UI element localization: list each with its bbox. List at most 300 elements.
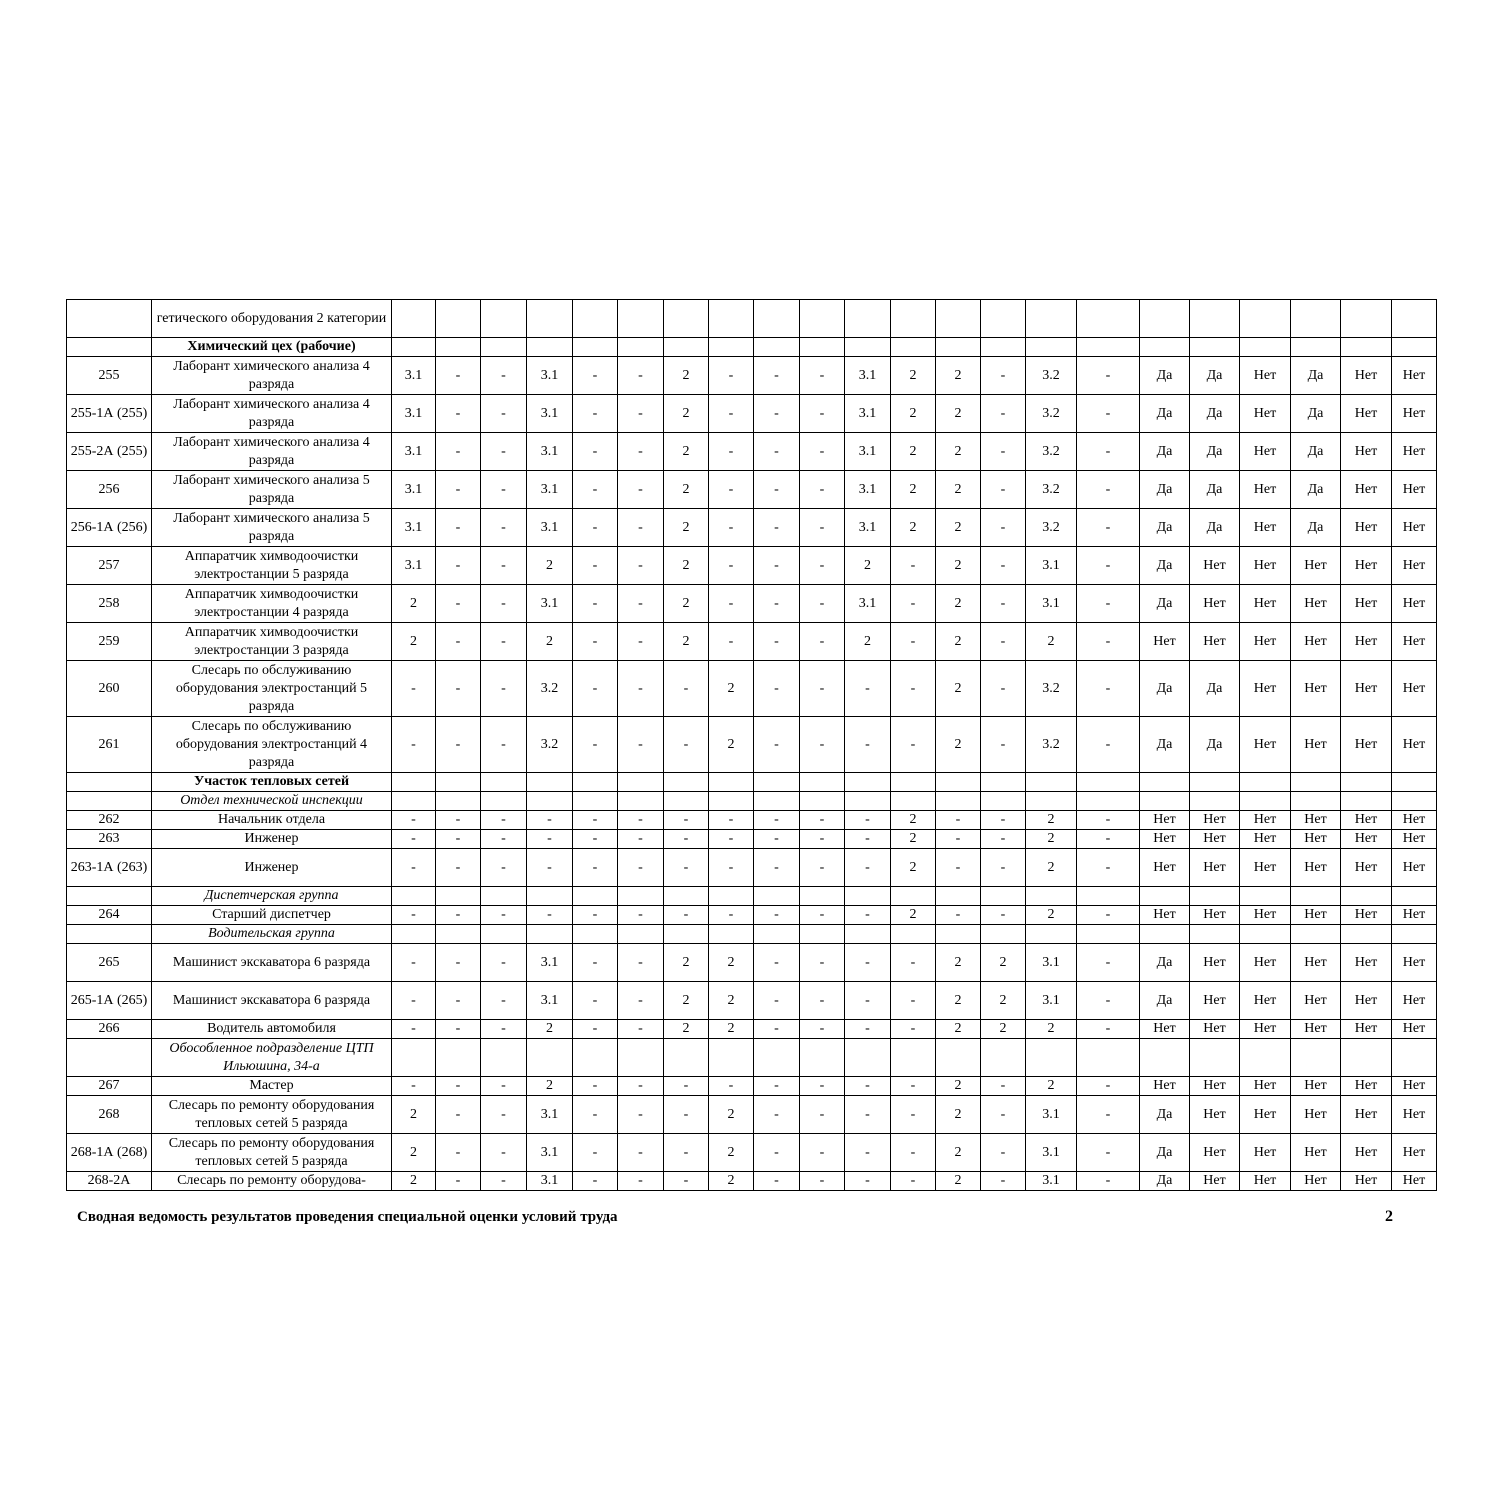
value-cell bbox=[573, 925, 618, 944]
value-cell: 3.1 bbox=[1026, 547, 1077, 585]
value-cell bbox=[845, 925, 891, 944]
value-cell: Нет bbox=[1291, 1134, 1341, 1172]
value-cell bbox=[1140, 887, 1190, 906]
value-cell: - bbox=[845, 811, 891, 830]
row-id-cell: 265-1А (265) bbox=[67, 982, 152, 1020]
value-cell: 2 bbox=[709, 1172, 754, 1191]
value-cell bbox=[800, 338, 845, 357]
value-cell: - bbox=[1077, 906, 1140, 925]
value-cell: Нет bbox=[1140, 906, 1190, 925]
value-cell: 3.2 bbox=[1026, 661, 1077, 717]
value-cell bbox=[754, 887, 800, 906]
value-cell bbox=[709, 1039, 754, 1077]
row-id-cell bbox=[67, 1039, 152, 1077]
value-cell: 2 bbox=[392, 1172, 436, 1191]
value-cell: Нет bbox=[1291, 623, 1341, 661]
value-cell: - bbox=[800, 944, 845, 982]
value-cell: - bbox=[1077, 1134, 1140, 1172]
position-name-cell: Начальник отдела bbox=[152, 811, 392, 830]
value-cell: - bbox=[618, 433, 664, 471]
value-cell: - bbox=[891, 717, 936, 773]
value-cell: Да bbox=[1291, 433, 1341, 471]
value-cell: 2 bbox=[891, 811, 936, 830]
value-cell: Нет bbox=[1240, 661, 1291, 717]
value-cell bbox=[436, 773, 481, 792]
row-id-cell: 259 bbox=[67, 623, 152, 661]
value-cell: - bbox=[845, 1020, 891, 1039]
value-cell: - bbox=[981, 1134, 1026, 1172]
value-cell: - bbox=[981, 509, 1026, 547]
position-name-cell: Водительская группа bbox=[152, 925, 392, 944]
value-cell: - bbox=[981, 661, 1026, 717]
table-row bbox=[67, 982, 1437, 1020]
value-cell bbox=[573, 887, 618, 906]
value-cell: - bbox=[618, 585, 664, 623]
value-cell: Нет bbox=[1190, 944, 1240, 982]
value-cell: Нет bbox=[1240, 509, 1291, 547]
value-cell: Нет bbox=[1392, 547, 1437, 585]
value-cell: - bbox=[845, 944, 891, 982]
value-cell: - bbox=[754, 433, 800, 471]
value-cell bbox=[754, 792, 800, 811]
table-row bbox=[67, 338, 1437, 357]
value-cell: - bbox=[800, 982, 845, 1020]
value-cell bbox=[1190, 887, 1240, 906]
value-cell: 2 bbox=[1026, 1077, 1077, 1096]
value-cell bbox=[436, 925, 481, 944]
table-row bbox=[67, 773, 1437, 792]
value-cell: - bbox=[618, 471, 664, 509]
value-cell: 3.2 bbox=[1026, 433, 1077, 471]
value-cell: 2 bbox=[1026, 906, 1077, 925]
value-cell bbox=[1140, 925, 1190, 944]
value-cell: - bbox=[436, 509, 481, 547]
value-cell: - bbox=[392, 849, 436, 887]
row-id-cell: 255 bbox=[67, 357, 152, 395]
value-cell: 2 bbox=[664, 547, 709, 585]
value-cell: - bbox=[436, 1096, 481, 1134]
value-cell bbox=[1341, 300, 1392, 338]
value-cell bbox=[573, 1039, 618, 1077]
value-cell: Нет bbox=[1190, 1134, 1240, 1172]
value-cell bbox=[1291, 773, 1341, 792]
value-cell bbox=[618, 792, 664, 811]
value-cell: Нет bbox=[1240, 547, 1291, 585]
value-cell: - bbox=[618, 830, 664, 849]
value-cell: 3.2 bbox=[1026, 717, 1077, 773]
value-cell bbox=[527, 792, 573, 811]
value-cell: 2 bbox=[936, 717, 981, 773]
value-cell: Нет bbox=[1291, 1096, 1341, 1134]
position-name-cell: Слесарь по ремонту оборудования тепловых сетей 5 разряда bbox=[152, 1096, 392, 1134]
value-cell bbox=[1392, 338, 1437, 357]
value-cell: - bbox=[481, 830, 527, 849]
value-cell: - bbox=[618, 1020, 664, 1039]
value-cell: Нет bbox=[1341, 509, 1392, 547]
value-cell: 2 bbox=[936, 982, 981, 1020]
value-cell bbox=[981, 300, 1026, 338]
row-id-cell: 266 bbox=[67, 1020, 152, 1039]
value-cell bbox=[392, 792, 436, 811]
value-cell: - bbox=[845, 830, 891, 849]
value-cell: - bbox=[709, 433, 754, 471]
value-cell: - bbox=[891, 661, 936, 717]
value-cell: 3.1 bbox=[527, 1096, 573, 1134]
value-cell: Да bbox=[1140, 1096, 1190, 1134]
value-cell: Да bbox=[1140, 585, 1190, 623]
value-cell bbox=[845, 1039, 891, 1077]
table-row bbox=[67, 1039, 1437, 1077]
value-cell: 2 bbox=[1026, 623, 1077, 661]
value-cell: - bbox=[1077, 509, 1140, 547]
value-cell: - bbox=[936, 811, 981, 830]
value-cell: 2 bbox=[936, 395, 981, 433]
value-cell bbox=[1291, 338, 1341, 357]
value-cell bbox=[936, 773, 981, 792]
value-cell bbox=[1190, 773, 1240, 792]
value-cell: Да bbox=[1140, 982, 1190, 1020]
value-cell: - bbox=[436, 982, 481, 1020]
value-cell: Нет bbox=[1392, 585, 1437, 623]
value-cell bbox=[1392, 887, 1437, 906]
value-cell: - bbox=[891, 547, 936, 585]
value-cell: - bbox=[754, 623, 800, 661]
value-cell: - bbox=[981, 811, 1026, 830]
value-cell: - bbox=[754, 1134, 800, 1172]
value-cell bbox=[845, 887, 891, 906]
value-cell bbox=[1140, 1039, 1190, 1077]
value-cell bbox=[754, 300, 800, 338]
value-cell bbox=[1077, 300, 1140, 338]
value-cell: 3.1 bbox=[1026, 585, 1077, 623]
value-cell: - bbox=[754, 944, 800, 982]
value-cell: - bbox=[436, 661, 481, 717]
value-cell: - bbox=[573, 661, 618, 717]
value-cell: - bbox=[392, 661, 436, 717]
value-cell bbox=[573, 773, 618, 792]
value-cell: 3.1 bbox=[845, 471, 891, 509]
value-cell: - bbox=[436, 395, 481, 433]
table-row bbox=[67, 717, 1437, 773]
value-cell: - bbox=[754, 811, 800, 830]
value-cell bbox=[1341, 925, 1392, 944]
value-cell: Нет bbox=[1291, 661, 1341, 717]
value-cell: 2 bbox=[891, 830, 936, 849]
value-cell: Нет bbox=[1240, 623, 1291, 661]
value-cell: - bbox=[754, 717, 800, 773]
value-cell: Нет bbox=[1392, 717, 1437, 773]
value-cell: - bbox=[709, 395, 754, 433]
value-cell bbox=[664, 1039, 709, 1077]
position-name-cell: Старший диспетчер bbox=[152, 906, 392, 925]
value-cell: Да bbox=[1140, 433, 1190, 471]
value-cell: - bbox=[481, 1172, 527, 1191]
value-cell bbox=[1291, 300, 1341, 338]
value-cell bbox=[1341, 792, 1392, 811]
value-cell: - bbox=[664, 811, 709, 830]
value-cell: - bbox=[436, 717, 481, 773]
value-cell bbox=[664, 300, 709, 338]
value-cell bbox=[754, 773, 800, 792]
value-cell: 3.1 bbox=[1026, 982, 1077, 1020]
value-cell bbox=[709, 773, 754, 792]
value-cell: - bbox=[1077, 811, 1140, 830]
value-cell: - bbox=[800, 906, 845, 925]
row-id-cell: 265 bbox=[67, 944, 152, 982]
value-cell bbox=[936, 1039, 981, 1077]
value-cell bbox=[664, 338, 709, 357]
table-row bbox=[67, 547, 1437, 585]
value-cell: - bbox=[392, 717, 436, 773]
value-cell: - bbox=[573, 471, 618, 509]
value-cell bbox=[573, 338, 618, 357]
value-cell bbox=[481, 773, 527, 792]
row-id-cell bbox=[67, 773, 152, 792]
value-cell: 3.1 bbox=[392, 509, 436, 547]
value-cell bbox=[891, 773, 936, 792]
value-cell: - bbox=[481, 906, 527, 925]
value-cell: - bbox=[618, 623, 664, 661]
value-cell bbox=[1077, 773, 1140, 792]
value-cell bbox=[1140, 792, 1190, 811]
value-cell bbox=[800, 925, 845, 944]
value-cell: Да bbox=[1140, 395, 1190, 433]
value-cell: 3.1 bbox=[527, 357, 573, 395]
position-name-cell: Слесарь по ремонту оборудова- bbox=[152, 1172, 392, 1191]
value-cell: - bbox=[481, 1096, 527, 1134]
value-cell: 2 bbox=[891, 357, 936, 395]
value-cell bbox=[1392, 925, 1437, 944]
value-cell: 3.1 bbox=[527, 471, 573, 509]
value-cell: 2 bbox=[709, 982, 754, 1020]
value-cell: - bbox=[800, 357, 845, 395]
value-cell: 2 bbox=[936, 944, 981, 982]
value-cell: - bbox=[981, 717, 1026, 773]
value-cell: Нет bbox=[1392, 1134, 1437, 1172]
value-cell bbox=[481, 887, 527, 906]
value-cell: - bbox=[754, 1096, 800, 1134]
value-cell: Нет bbox=[1392, 944, 1437, 982]
value-cell bbox=[392, 338, 436, 357]
value-cell bbox=[527, 1039, 573, 1077]
value-cell bbox=[936, 792, 981, 811]
value-cell: Нет bbox=[1341, 717, 1392, 773]
value-cell bbox=[709, 925, 754, 944]
value-cell bbox=[709, 300, 754, 338]
value-cell bbox=[618, 338, 664, 357]
row-id-cell: 255-2А (255) bbox=[67, 433, 152, 471]
row-id-cell bbox=[67, 792, 152, 811]
row-id-cell: 262 bbox=[67, 811, 152, 830]
value-cell: - bbox=[800, 661, 845, 717]
value-cell: Нет bbox=[1392, 661, 1437, 717]
value-cell: 3.1 bbox=[845, 509, 891, 547]
value-cell: - bbox=[800, 623, 845, 661]
value-cell bbox=[936, 338, 981, 357]
value-cell: 3.1 bbox=[392, 357, 436, 395]
value-cell: 3.1 bbox=[392, 433, 436, 471]
value-cell: - bbox=[527, 811, 573, 830]
value-cell: - bbox=[800, 433, 845, 471]
value-cell bbox=[664, 773, 709, 792]
value-cell: Нет bbox=[1392, 1077, 1437, 1096]
value-cell: - bbox=[481, 585, 527, 623]
value-cell bbox=[981, 1039, 1026, 1077]
value-cell bbox=[1291, 887, 1341, 906]
value-cell: - bbox=[891, 982, 936, 1020]
value-cell: Нет bbox=[1392, 471, 1437, 509]
value-cell bbox=[845, 773, 891, 792]
value-cell: - bbox=[664, 849, 709, 887]
value-cell: 2 bbox=[936, 1077, 981, 1096]
value-cell bbox=[754, 925, 800, 944]
value-cell bbox=[1026, 792, 1077, 811]
value-cell bbox=[936, 925, 981, 944]
value-cell: - bbox=[618, 906, 664, 925]
value-cell bbox=[754, 338, 800, 357]
value-cell: - bbox=[392, 1020, 436, 1039]
table-row bbox=[67, 1096, 1437, 1134]
value-cell: - bbox=[981, 395, 1026, 433]
value-cell: - bbox=[1077, 623, 1140, 661]
value-cell: - bbox=[1077, 471, 1140, 509]
value-cell: Нет bbox=[1190, 1077, 1240, 1096]
value-cell: - bbox=[981, 906, 1026, 925]
value-cell: - bbox=[891, 585, 936, 623]
value-cell: - bbox=[1077, 830, 1140, 849]
value-cell: - bbox=[709, 906, 754, 925]
value-cell: 3.1 bbox=[527, 944, 573, 982]
value-cell: - bbox=[1077, 982, 1140, 1020]
value-cell: - bbox=[1077, 357, 1140, 395]
value-cell: 2 bbox=[527, 1077, 573, 1096]
table-row bbox=[67, 887, 1437, 906]
value-cell: 2 bbox=[392, 1096, 436, 1134]
value-cell bbox=[1026, 300, 1077, 338]
value-cell: 2 bbox=[936, 1134, 981, 1172]
value-cell bbox=[1140, 773, 1190, 792]
value-cell: - bbox=[481, 982, 527, 1020]
value-cell: Нет bbox=[1190, 830, 1240, 849]
value-cell: 3.2 bbox=[1026, 357, 1077, 395]
value-cell bbox=[1392, 792, 1437, 811]
value-cell: - bbox=[392, 830, 436, 849]
table-row bbox=[67, 1020, 1437, 1039]
value-cell bbox=[527, 887, 573, 906]
value-cell: - bbox=[845, 906, 891, 925]
value-cell: 2 bbox=[709, 1020, 754, 1039]
row-id-cell: 263 bbox=[67, 830, 152, 849]
value-cell: Нет bbox=[1240, 1172, 1291, 1191]
value-cell: Нет bbox=[1190, 547, 1240, 585]
value-cell: - bbox=[754, 982, 800, 1020]
value-cell: Нет bbox=[1240, 395, 1291, 433]
table-row bbox=[67, 661, 1437, 717]
value-cell: Нет bbox=[1140, 849, 1190, 887]
row-id-cell: 255-1А (255) bbox=[67, 395, 152, 433]
value-cell: Да bbox=[1140, 509, 1190, 547]
value-cell: - bbox=[981, 471, 1026, 509]
value-cell: - bbox=[618, 357, 664, 395]
value-cell: - bbox=[573, 433, 618, 471]
value-cell bbox=[981, 887, 1026, 906]
value-cell: 2 bbox=[664, 585, 709, 623]
value-cell: - bbox=[800, 1077, 845, 1096]
row-id-cell: 264 bbox=[67, 906, 152, 925]
value-cell: - bbox=[436, 849, 481, 887]
value-cell: - bbox=[573, 1172, 618, 1191]
value-cell bbox=[436, 300, 481, 338]
value-cell: - bbox=[481, 661, 527, 717]
table-row bbox=[67, 811, 1437, 830]
value-cell bbox=[1077, 887, 1140, 906]
table-row bbox=[67, 395, 1437, 433]
value-cell bbox=[436, 887, 481, 906]
results-table bbox=[66, 299, 1437, 1191]
value-cell: - bbox=[891, 944, 936, 982]
row-id-cell: 256 bbox=[67, 471, 152, 509]
value-cell: 2 bbox=[392, 585, 436, 623]
row-id-cell bbox=[67, 338, 152, 357]
value-cell: 3.2 bbox=[527, 717, 573, 773]
position-name-cell: Аппаратчик химводоочистки электростанции 4 разряда bbox=[152, 585, 392, 623]
value-cell: Нет bbox=[1140, 811, 1190, 830]
value-cell: - bbox=[1077, 1096, 1140, 1134]
value-cell: 3.1 bbox=[527, 509, 573, 547]
table-row bbox=[67, 849, 1437, 887]
value-cell: 2 bbox=[891, 849, 936, 887]
value-cell bbox=[891, 338, 936, 357]
value-cell: 2 bbox=[664, 944, 709, 982]
value-cell: - bbox=[573, 1134, 618, 1172]
row-id-cell bbox=[67, 925, 152, 944]
value-cell: - bbox=[436, 1172, 481, 1191]
value-cell: - bbox=[981, 547, 1026, 585]
value-cell: - bbox=[754, 906, 800, 925]
value-cell bbox=[1240, 925, 1291, 944]
value-cell: 2 bbox=[936, 1172, 981, 1191]
value-cell: 3.1 bbox=[527, 1172, 573, 1191]
value-cell: - bbox=[981, 1077, 1026, 1096]
value-cell: 3.1 bbox=[527, 585, 573, 623]
value-cell: 2 bbox=[527, 547, 573, 585]
value-cell bbox=[891, 1039, 936, 1077]
table-row bbox=[67, 1077, 1437, 1096]
value-cell bbox=[1240, 1039, 1291, 1077]
value-cell: - bbox=[981, 585, 1026, 623]
value-cell bbox=[1341, 1039, 1392, 1077]
value-cell: 2 bbox=[392, 1134, 436, 1172]
page-number: 2 bbox=[1385, 1208, 1393, 1225]
value-cell: 3.1 bbox=[527, 1134, 573, 1172]
value-cell: - bbox=[754, 661, 800, 717]
value-cell: Нет bbox=[1140, 1077, 1190, 1096]
value-cell bbox=[1140, 338, 1190, 357]
value-cell: - bbox=[436, 1134, 481, 1172]
value-cell: Нет bbox=[1392, 509, 1437, 547]
value-cell bbox=[392, 925, 436, 944]
value-cell bbox=[845, 338, 891, 357]
value-cell: Нет bbox=[1240, 433, 1291, 471]
row-id-cell: 268 bbox=[67, 1096, 152, 1134]
value-cell bbox=[436, 1039, 481, 1077]
value-cell: Нет bbox=[1341, 849, 1392, 887]
value-cell: - bbox=[573, 395, 618, 433]
value-cell: - bbox=[436, 433, 481, 471]
value-cell: 2 bbox=[891, 433, 936, 471]
value-cell: - bbox=[709, 547, 754, 585]
value-cell bbox=[1341, 338, 1392, 357]
